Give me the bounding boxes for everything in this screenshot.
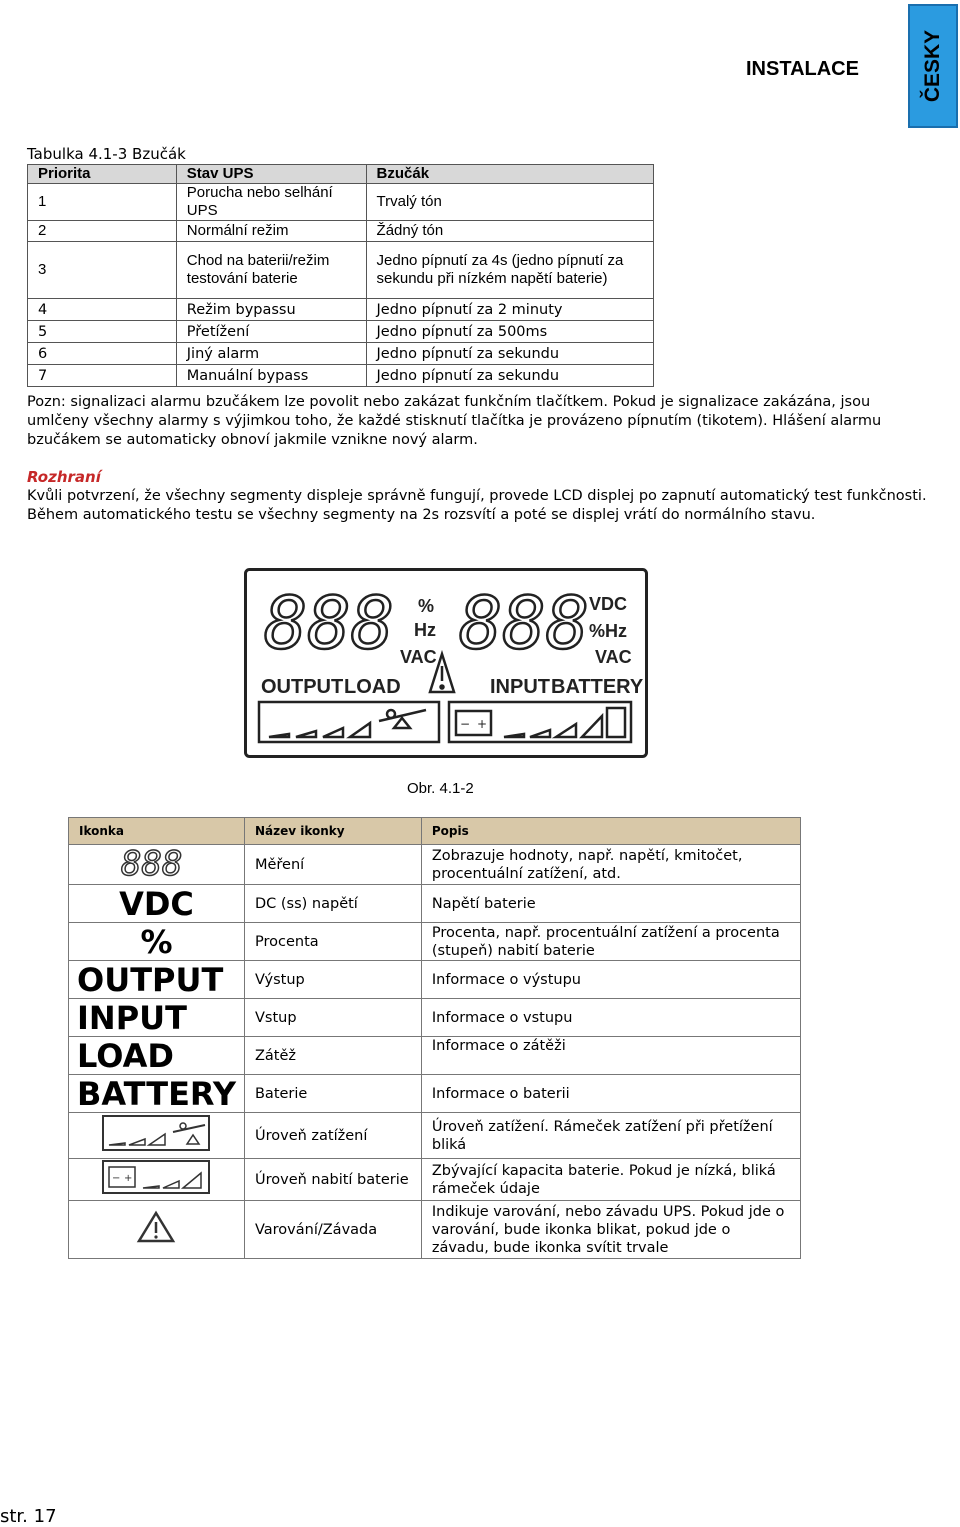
icon-cell [69,1037,245,1075]
vdc-icon: VDC [119,884,194,923]
lcd-label-load: LOAD [344,676,401,698]
table-row [28,365,654,387]
icon-desc-cell: Zobrazuje hodnoty, např. napětí, kmitočet, procentuální zatížení, atd. [421,845,800,885]
lcd-display-figure [244,568,648,758]
table-row [28,242,654,299]
table-row [69,923,801,961]
icon-desc-cell: Informace o baterii [421,1075,800,1113]
warning-icon [136,1210,176,1244]
icon-desc-cell: Úroveň zatížení. Rámeček zatížení při přetížení bliká [421,1113,800,1159]
output-icon: OUTPUT [77,960,224,999]
buzzer-cell: Jedno pípnutí za 2 minuty [366,299,653,321]
table-row [69,885,801,923]
icon-name-cell: Baterie [244,1075,421,1113]
priority-cell: 2 [28,221,177,242]
lcd-label-output: OUTPUT [261,676,344,698]
table-row [69,1201,801,1259]
priority-cell: 6 [28,343,177,365]
lcd-unit-hz: Hz [414,620,436,640]
column-header: Priorita [28,165,177,184]
table-row [69,845,801,885]
icon-cell [69,961,245,999]
language-tab [908,4,958,128]
icon-cell [69,923,245,961]
priority-cell: 5 [28,321,177,343]
lcd-load-bar [259,702,439,742]
icon-cell [69,845,245,885]
state-cell: Režim bypassu [176,299,366,321]
column-header: Ikonka [69,818,245,845]
icon-cell [69,1075,245,1113]
icon-cell [69,885,245,923]
buzzer-table-header [28,165,654,184]
load-icon: LOAD [77,1036,174,1075]
lcd-battery-bar [449,702,631,742]
figure-caption: Obr. 4.1-2 [407,780,474,797]
priority-cell: 1 [28,184,177,221]
priority-cell: 3 [28,242,177,299]
buzzer-cell: Jedno pípnutí za sekundu [366,365,653,387]
icon-desc-cell: Informace o zátěži [421,1037,800,1075]
column-header: Stav UPS [176,165,366,184]
buzzer-cell: Žádný tón [366,221,653,242]
icon-name-cell: Varování/Závada [244,1201,421,1259]
section-title: INSTALACE [746,58,859,80]
icon-desc-cell: Indikuje varování, nebo závadu UPS. Pokud jde o varování, bude ikonka blikat, pokud jde o závadu, bude ikonka svítit trvale [421,1201,800,1259]
buzzer-cell: Jedno pípnutí za 4s (jedno pípnutí za sekundu při nízkém napětí baterie) [366,242,653,299]
lcd-battery-plus: + [477,717,488,731]
table-row [69,961,801,999]
lcd-unit-vdc: VDC [589,594,628,614]
icon-desc-cell: Procenta, např. procentuální zatížení a procenta (stupeň) nabití baterie [421,923,800,961]
digits-icon [120,845,192,879]
priority-cell: 4 [28,299,177,321]
icon-desc-cell: Informace o výstupu [421,961,800,999]
icon-table-header [69,818,801,845]
buzzer-cell: Jedno pípnutí za 500ms [366,321,653,343]
table-row [69,1113,801,1159]
buzzer-note: Pozn: signalizaci alarmu bzučákem lze povolit nebo zakázat funkčním tlačítkem. Pokud je signalizace zakázána, jsou umlčeny všechny alarmy s výjimkou toho, že každé stisknutí tlačítka je provázeno pípnutím (tikotem). Hlášení alarmu bzučákem se automaticky obnoví jakmile vznikne nový alarm. [27,394,882,448]
state-cell: Chod na baterii/režim testování baterie [176,242,366,299]
svg-text:888: 888 [121,845,183,879]
lcd-right-digits: 888 [459,581,590,665]
table-row [69,1075,801,1113]
state-cell: Porucha nebo selhání UPS [176,184,366,221]
table-row [69,999,801,1037]
page-number: str. 17 [0,1506,57,1527]
buzzer-table-caption: Tabulka 4.1-3 Bzučák [27,145,186,163]
column-header: Bzučák [366,165,653,184]
buzzer-cell: Jedno pípnutí za sekundu [366,343,653,365]
table-row [69,1159,801,1201]
state-cell: Jiný alarm [176,343,366,365]
column-header: Popis [421,818,800,845]
state-cell: Přetížení [176,321,366,343]
icon-desc-cell: Informace o vstupu [421,999,800,1037]
lcd-label-input: INPUT [490,676,550,698]
icon-name-cell: Měření [244,845,421,885]
icon-cell [69,1159,245,1201]
table-row [28,221,654,242]
column-header: Název ikonky [244,818,421,845]
state-cell: Manuální bypass [176,365,366,387]
lcd-left-digits: 888 [264,581,395,665]
icon-table [68,817,801,1259]
battery-text-icon: BATTERY [77,1074,236,1113]
priority-cell: 7 [28,365,177,387]
lcd-battery-minus: − [460,717,471,731]
icon-name-cell: Procenta [244,923,421,961]
input-icon: INPUT [77,998,187,1037]
table-row [28,184,654,221]
table-row [28,343,654,365]
lcd-unit-vac-right: VAC [595,647,632,667]
interface-text: Kvůli potvrzení, že všechny segmenty displeje správně fungují, provede LCD displej po zapnutí automatický test funkčnosti. Během automatického testu se všechny segmenty na 2s rozsvítí a poté se displej vrátí do normálního stavu. [27,488,927,523]
buzzer-cell: Trvalý tón [366,184,653,221]
icon-name-cell: Výstup [244,961,421,999]
battery-level-icon [101,1159,211,1195]
state-cell: Normální režim [176,221,366,242]
lcd-unit-percent-hz: %Hz [589,621,628,641]
table-row [28,321,654,343]
language-tab-label: ČESKY [921,29,944,103]
icon-name-cell: Zátěž [244,1037,421,1075]
icon-desc-cell: Napětí baterie [421,885,800,923]
lcd-unit-percent: % [418,596,435,616]
lcd-label-battery: BATTERY [551,676,644,698]
icon-name-cell: Vstup [244,999,421,1037]
lcd-unit-vac-left: VAC [400,647,437,667]
icon-cell [69,1201,245,1259]
table-row [69,1037,801,1075]
load-level-icon [101,1114,211,1152]
table-row [28,299,654,321]
percent-icon: % [140,922,173,961]
icon-desc-cell: Zbývající kapacita baterie. Pokud je nízká, bliká rámeček údaje [421,1159,800,1201]
interface-heading: Rozhraní [27,468,101,486]
icon-name-cell: Úroveň zatížení [244,1113,421,1159]
icon-name-cell: Úroveň nabití baterie [244,1159,421,1201]
icon-cell [69,1113,245,1159]
svg-text:−: − [112,1173,121,1184]
buzzer-table [27,164,654,387]
svg-text:+: + [124,1173,133,1184]
icon-cell [69,999,245,1037]
icon-name-cell: DC (ss) napětí [244,885,421,923]
